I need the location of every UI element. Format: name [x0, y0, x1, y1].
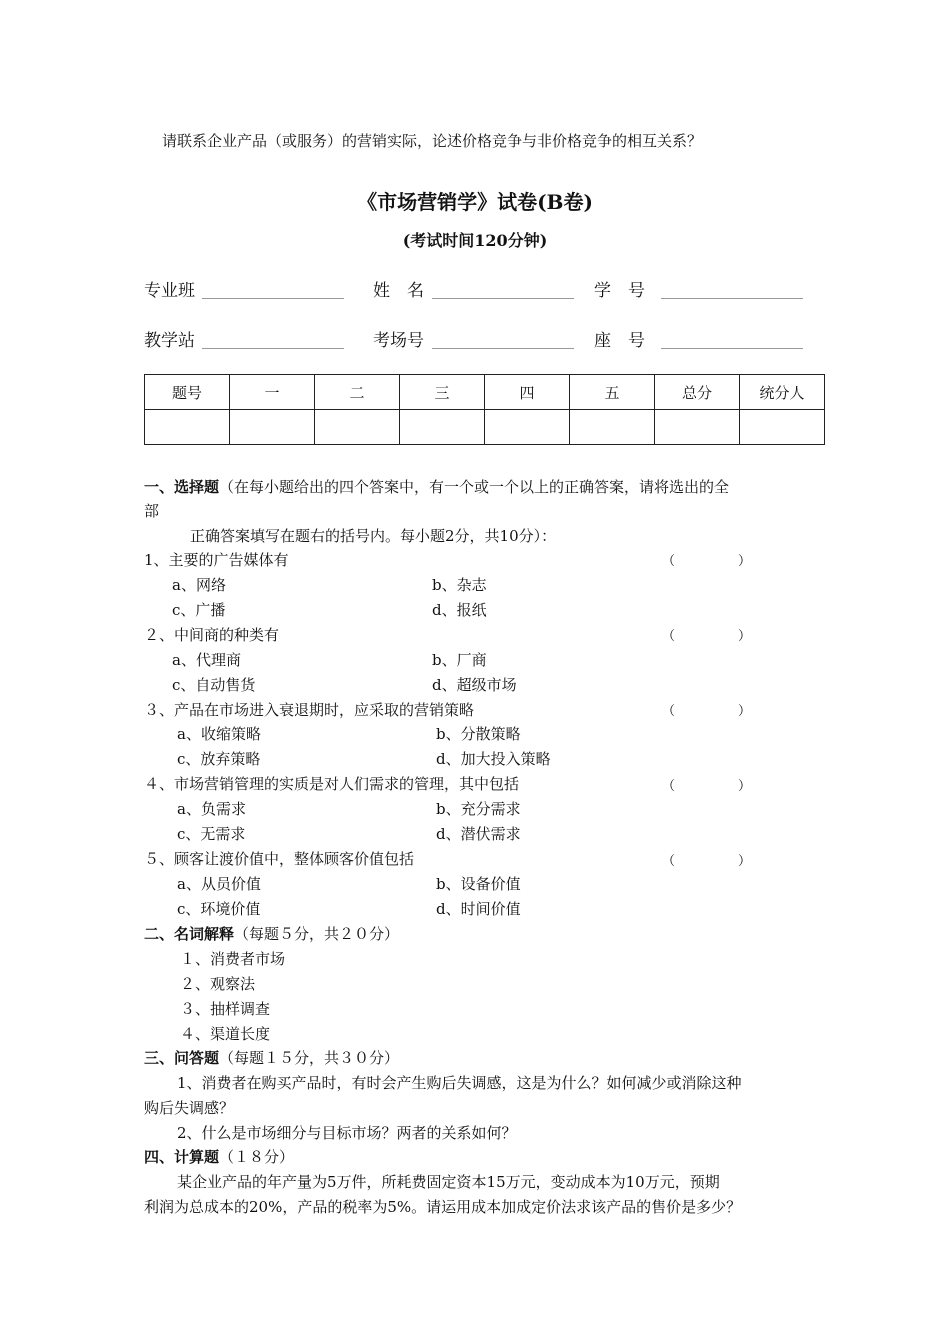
question-2: ２、中间商的种类有: [144, 626, 280, 644]
score-table: [144, 374, 825, 445]
section2-note: （每题５分，共２０分）: [234, 925, 400, 943]
option-d: d、加大投入策略: [436, 750, 551, 768]
room-blank[interactable]: [432, 348, 574, 349]
score-cell[interactable]: [230, 410, 315, 445]
calc-problem-line2: 利润为总成本的20%，产品的税率为5%。请运用成本加成定价法求该产品的售价是多少？: [144, 1198, 742, 1216]
answer-paren-open: （: [662, 779, 676, 794]
question-3: ３、产品在市场进入衰退期时，应采取的营销策略: [144, 701, 475, 719]
answer-paren-open: （: [662, 554, 676, 569]
term-3: ３、抽样调查: [180, 1000, 271, 1018]
answer-paren-open: （: [662, 854, 676, 869]
question-1: 1、主要的广告媒体有: [144, 551, 289, 569]
option-a: a、网络: [172, 576, 226, 594]
name-label: 姓 名: [373, 281, 424, 301]
option-d: d、潜伏需求: [436, 825, 521, 843]
option-d: d、时间价值: [436, 900, 521, 918]
answer-paren-open: （: [662, 704, 676, 719]
option-b: b、充分需求: [436, 800, 521, 818]
section4-header: [144, 1146, 294, 1167]
option-c: c、广播: [172, 601, 226, 619]
section1-note-cont: 部: [144, 502, 160, 520]
score-cell[interactable]: [485, 410, 570, 445]
seat-label: 座 号: [594, 331, 645, 351]
section3-header: [144, 1047, 399, 1068]
exam-duration: (考试时间120分钟): [402, 231, 548, 250]
section2-header: [144, 923, 399, 944]
student-id-label: 学 号: [594, 281, 645, 301]
option-a: a、负需求: [177, 800, 246, 818]
option-a: a、代理商: [172, 651, 241, 669]
term-2: ２、观察法: [180, 975, 256, 993]
essay-question-1: 1、消费者在购买产品时，有时会产生购后失调感，这是为什么？如何减少或消除这种: [177, 1074, 742, 1092]
room-label: 考场号: [373, 331, 424, 351]
answer-paren-close: ）: [738, 554, 752, 569]
header-cell: 三: [400, 375, 485, 410]
answer-paren-close: ）: [738, 779, 752, 794]
option-a: a、从员价值: [177, 875, 261, 893]
option-b: b、分散策略: [436, 725, 521, 743]
score-table-header-row: [145, 375, 825, 410]
intro-question: 请联系企业产品（或服务）的营销实际，论述价格竞争与非价格竞争的相互关系？: [162, 132, 703, 150]
major-label: 专业班: [144, 281, 195, 301]
major-blank[interactable]: [202, 298, 344, 299]
term-4: ４、渠道长度: [180, 1025, 271, 1043]
answer-paren-close: ）: [738, 629, 752, 644]
option-b: b、设备价值: [436, 875, 521, 893]
option-c: c、环境价值: [177, 900, 261, 918]
section1-heading: 一、选择题: [144, 478, 220, 496]
station-blank[interactable]: [202, 348, 344, 349]
essay-question-2: 2、什么是市场细分与目标市场？两者的关系如何？: [177, 1124, 517, 1142]
question-5: ５、顾客让渡价值中，整体顾客价值包括: [144, 850, 415, 868]
option-b: b、杂志: [432, 576, 487, 594]
section3-note: （每题１５分，共３０分）: [219, 1049, 400, 1067]
header-cell: 二: [315, 375, 400, 410]
answer-paren-close: ）: [738, 704, 752, 719]
section4-note: （１８分）: [219, 1148, 295, 1166]
score-cell[interactable]: [740, 410, 825, 445]
header-cell: 五: [570, 375, 655, 410]
name-blank[interactable]: [432, 298, 574, 299]
section3-heading: 三、问答题: [144, 1049, 220, 1067]
section1-note-line2: 正确答案填写在题右的括号内。每小题2分，共10分）：: [190, 527, 557, 545]
score-cell[interactable]: [315, 410, 400, 445]
station-label: 教学站: [144, 331, 195, 351]
score-cell[interactable]: [570, 410, 655, 445]
header-cell: 题号: [145, 375, 230, 410]
section2-heading: 二、名词解释: [144, 925, 235, 943]
student-id-blank[interactable]: [661, 298, 803, 299]
answer-paren-close: ）: [738, 854, 752, 869]
calc-problem-line1: 某企业产品的年产量为5万件，所耗费固定资本15万元，变动成本为10万元，预期: [177, 1173, 720, 1191]
option-c: c、放弃策略: [177, 750, 261, 768]
section1-note: （在每小题给出的四个答案中，有一个或一个以上的正确答案，请将选出的全: [219, 478, 730, 496]
essay-question-1-cont: 购后失调感？: [144, 1099, 235, 1117]
score-table-entry-row: [145, 410, 825, 445]
section1-header: [144, 476, 729, 497]
exam-title: 《市场营销学》试卷(B卷): [357, 190, 593, 214]
header-cell: 统分人: [740, 375, 825, 410]
option-d: d、超级市场: [432, 676, 517, 694]
score-cell[interactable]: [655, 410, 740, 445]
option-b: b、厂商: [432, 651, 487, 669]
question-4: ４、市场营销管理的实质是对人们需求的管理，其中包括: [144, 775, 520, 793]
option-a: a、收缩策略: [177, 725, 261, 743]
score-cell[interactable]: [400, 410, 485, 445]
header-cell: 一: [230, 375, 315, 410]
option-c: c、无需求: [177, 825, 246, 843]
header-cell: 四: [485, 375, 570, 410]
seat-blank[interactable]: [661, 348, 803, 349]
section4-heading: 四、计算题: [144, 1148, 220, 1166]
score-cell[interactable]: [145, 410, 230, 445]
header-cell: 总分: [655, 375, 740, 410]
term-1: １、消费者市场: [180, 950, 286, 968]
option-c: c、自动售货: [172, 676, 256, 694]
answer-paren-open: （: [662, 629, 676, 644]
option-d: d、报纸: [432, 601, 487, 619]
